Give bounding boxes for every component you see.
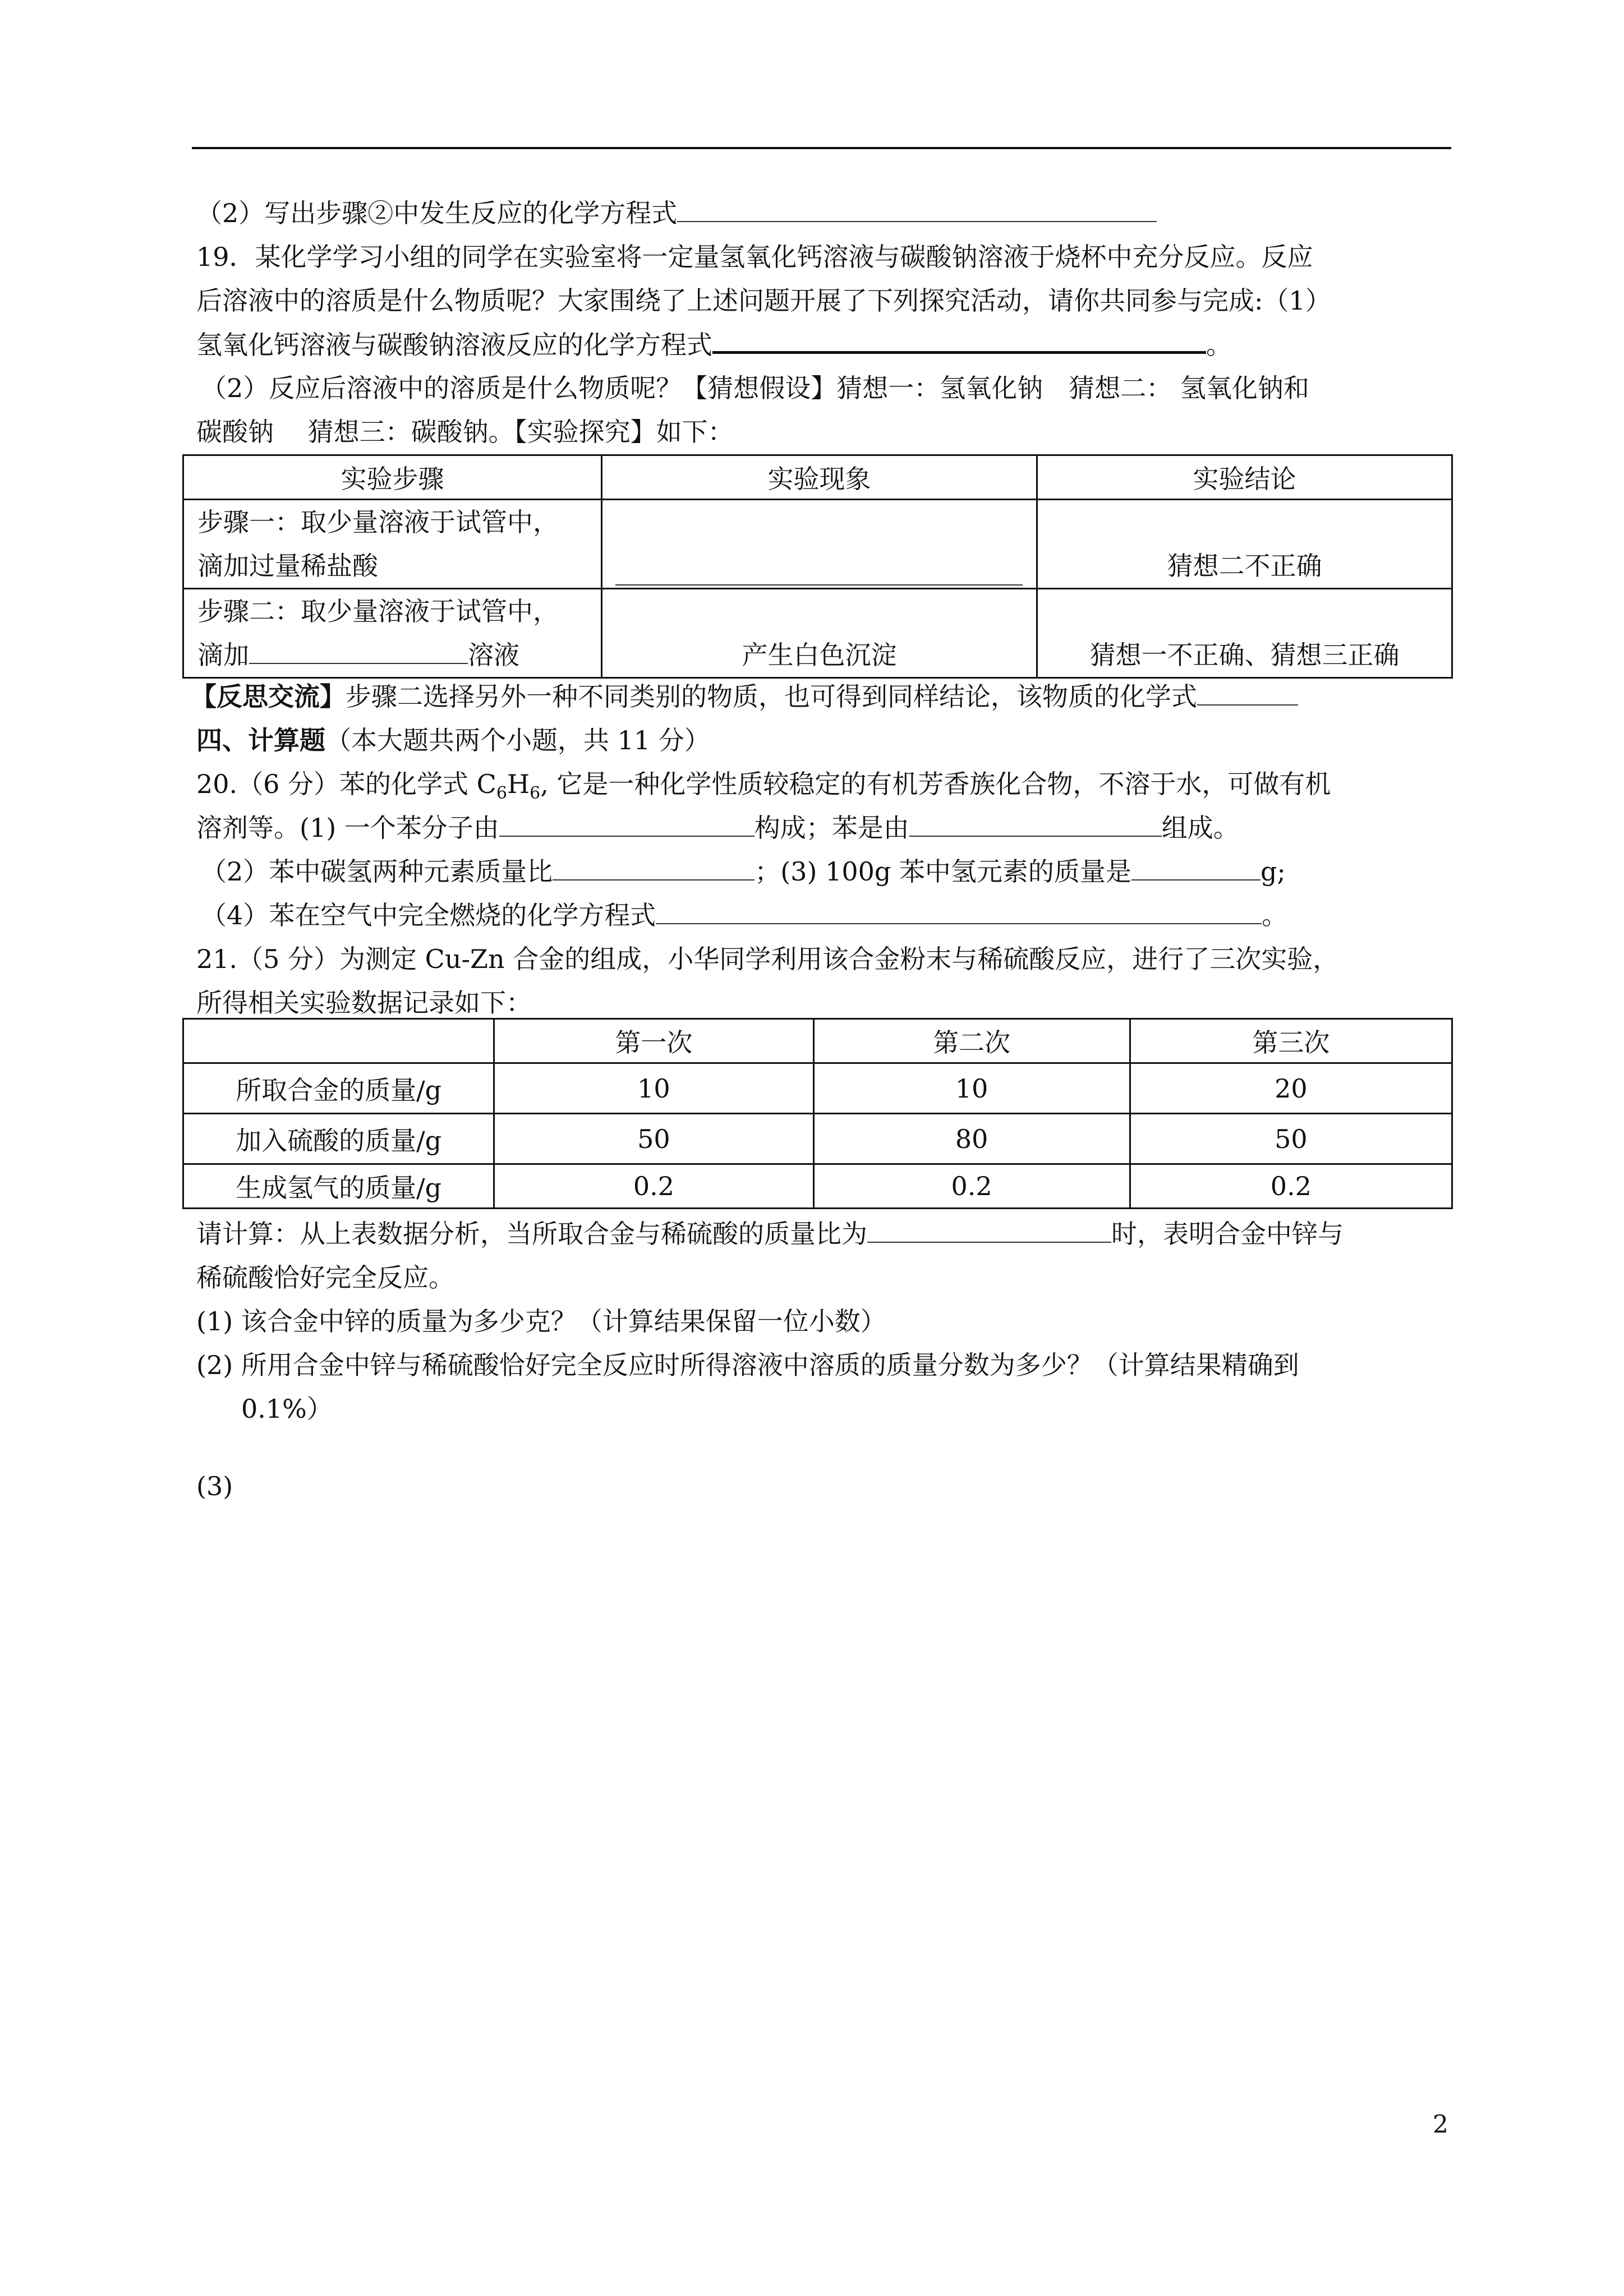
- table-header: [183, 1019, 494, 1063]
- table-cell: 0.2: [1130, 1164, 1452, 1209]
- table-cell: 10: [813, 1063, 1130, 1114]
- answer-blank[interactable]: [1131, 856, 1260, 880]
- q19-line3: 氢氧化钙溶液与碳酸钠溶液反应的化学方程式 。: [196, 328, 1232, 362]
- table-header: 实验结论: [1037, 455, 1452, 500]
- q20-line3: （2）苯中碳氢两种元素质量比 ；(3) 100g 苯中氢元素的质量是 g;: [201, 856, 1286, 887]
- step-cell: 步骤一：取少量溶液于试管中， 滴加过量稀盐酸: [183, 500, 602, 589]
- answer-blank[interactable]: [249, 639, 468, 664]
- data-table: [182, 1018, 1453, 1209]
- table-row: [183, 1114, 1452, 1164]
- page-number: 2: [1433, 2110, 1448, 2139]
- answer-blank[interactable]: [553, 856, 755, 880]
- phenomenon-cell: 产生白色沉淀: [602, 589, 1037, 678]
- q20-line1: 20.（6 分）苯的化学式 $C_6H_6$, 它是一种化学性质较稳定的有机芳香族化合物，不溶于水，可做有机: [196, 769, 1331, 804]
- table-row: [183, 589, 1452, 678]
- phenomenon-cell: [602, 500, 1037, 589]
- table-header: 实验现象: [602, 455, 1037, 500]
- conclusion-cell: 猜想一不正确、猜想三正确: [1037, 589, 1452, 678]
- answer-blank[interactable]: [615, 563, 1023, 585]
- answer-blank[interactable]: [677, 197, 1157, 222]
- table-cell: 80: [813, 1114, 1130, 1164]
- table-cell: 所取合金的质量/g: [183, 1063, 494, 1114]
- conclusion-cell: 猜想二不正确: [1037, 500, 1452, 589]
- table-cell: 加入硫酸的质量/g: [183, 1114, 494, 1164]
- q19-line4: （2）反应后溶液中的溶质是什么物质呢？【猜想假设】猜想一：氢氧化钠 猜想二： 氢氧化钠和: [201, 373, 1309, 403]
- q19-line5: 碳酸钠 猜想三：碳酸钠。【实验探究】如下：: [196, 417, 734, 447]
- answer-blank[interactable]: [909, 812, 1162, 837]
- q21-line1: 21.（5 分）为测定 Cu-Zn 合金的组成，小华同学利用该合金粉末与稀硫酸反应，进行了三次实验，: [196, 944, 1339, 974]
- table-cell: 生成氢气的质量/g: [183, 1164, 494, 1209]
- q20-line2: 溶剂等。(1) 一个苯分子由 构成；苯是由 组成。: [196, 813, 1239, 843]
- reflection-line: 【反思交流】步骤二选择另外一种不同类别的物质，也可得到同样结论，该物质的化学式: [191, 680, 1298, 713]
- q21-question-2: (2) 所用合金中锌与稀硫酸恰好完全反应时所得溶液中溶质的质量分数为多少？（计算结果精确到: [196, 1350, 1299, 1380]
- q21-question-1: (1) 该合金中锌的质量为多少克？（计算结果保留一位小数）: [196, 1306, 886, 1336]
- table-cell: 20: [1130, 1063, 1452, 1114]
- answer-blank[interactable]: [499, 812, 755, 837]
- header-rule: [192, 147, 1451, 149]
- answer-blank[interactable]: [656, 900, 1262, 924]
- q20-line4: （4）苯在空气中完全燃烧的化学方程式 。: [201, 900, 1288, 930]
- answer-blank[interactable]: [712, 328, 1206, 354]
- table-row: [183, 500, 1452, 589]
- answer-blank[interactable]: [1197, 681, 1298, 706]
- table-cell: 50: [1130, 1114, 1452, 1164]
- experiment-table: [182, 454, 1453, 679]
- q18-part2: （2）写出步骤②中发生反应的化学方程式: [196, 196, 1157, 230]
- table-row: [183, 1164, 1452, 1209]
- q21-line2: 所得相关实验数据记录如下：: [196, 988, 532, 1018]
- q21-question-3: (3): [196, 1471, 233, 1501]
- step-cell: 步骤二：取少量溶液于试管中， 滴加 溶液: [183, 589, 602, 678]
- table-cell: 10: [494, 1063, 813, 1114]
- table-cell: 0.2: [494, 1164, 813, 1209]
- section-title: 四、计算题（本大题共两个小题，共 11 分）: [196, 725, 710, 755]
- table-header: 实验步骤: [183, 455, 602, 500]
- q21-line3: 请计算：从上表数据分析，当所取合金与稀硫酸的质量比为 时，表明合金中锌与: [196, 1219, 1344, 1249]
- table-cell: 50: [494, 1114, 813, 1164]
- table-row: [183, 1063, 1452, 1114]
- q19-line2: 后溶液中的溶质是什么物质呢？大家围绕了上述问题开展了下列探究活动，请你共同参与完成:（1）: [196, 285, 1331, 316]
- q21-question-2-cont: 0.1%）: [241, 1394, 333, 1424]
- q19-line1: 19．某化学学习小组的同学在实验室将一定量氢氧化钙溶液与碳酸钠溶液于烧杯中充分反应。反应: [196, 242, 1313, 272]
- answer-blank[interactable]: [867, 1218, 1111, 1243]
- table-header: 第二次: [813, 1019, 1130, 1063]
- table-header: 第三次: [1130, 1019, 1452, 1063]
- q21-line4: 稀硫酸恰好完全反应。: [196, 1262, 454, 1293]
- table-header: 第一次: [494, 1019, 813, 1063]
- table-cell: 0.2: [813, 1164, 1130, 1209]
- table-header-row: [183, 1019, 1452, 1063]
- table-header-row: [183, 455, 1452, 500]
